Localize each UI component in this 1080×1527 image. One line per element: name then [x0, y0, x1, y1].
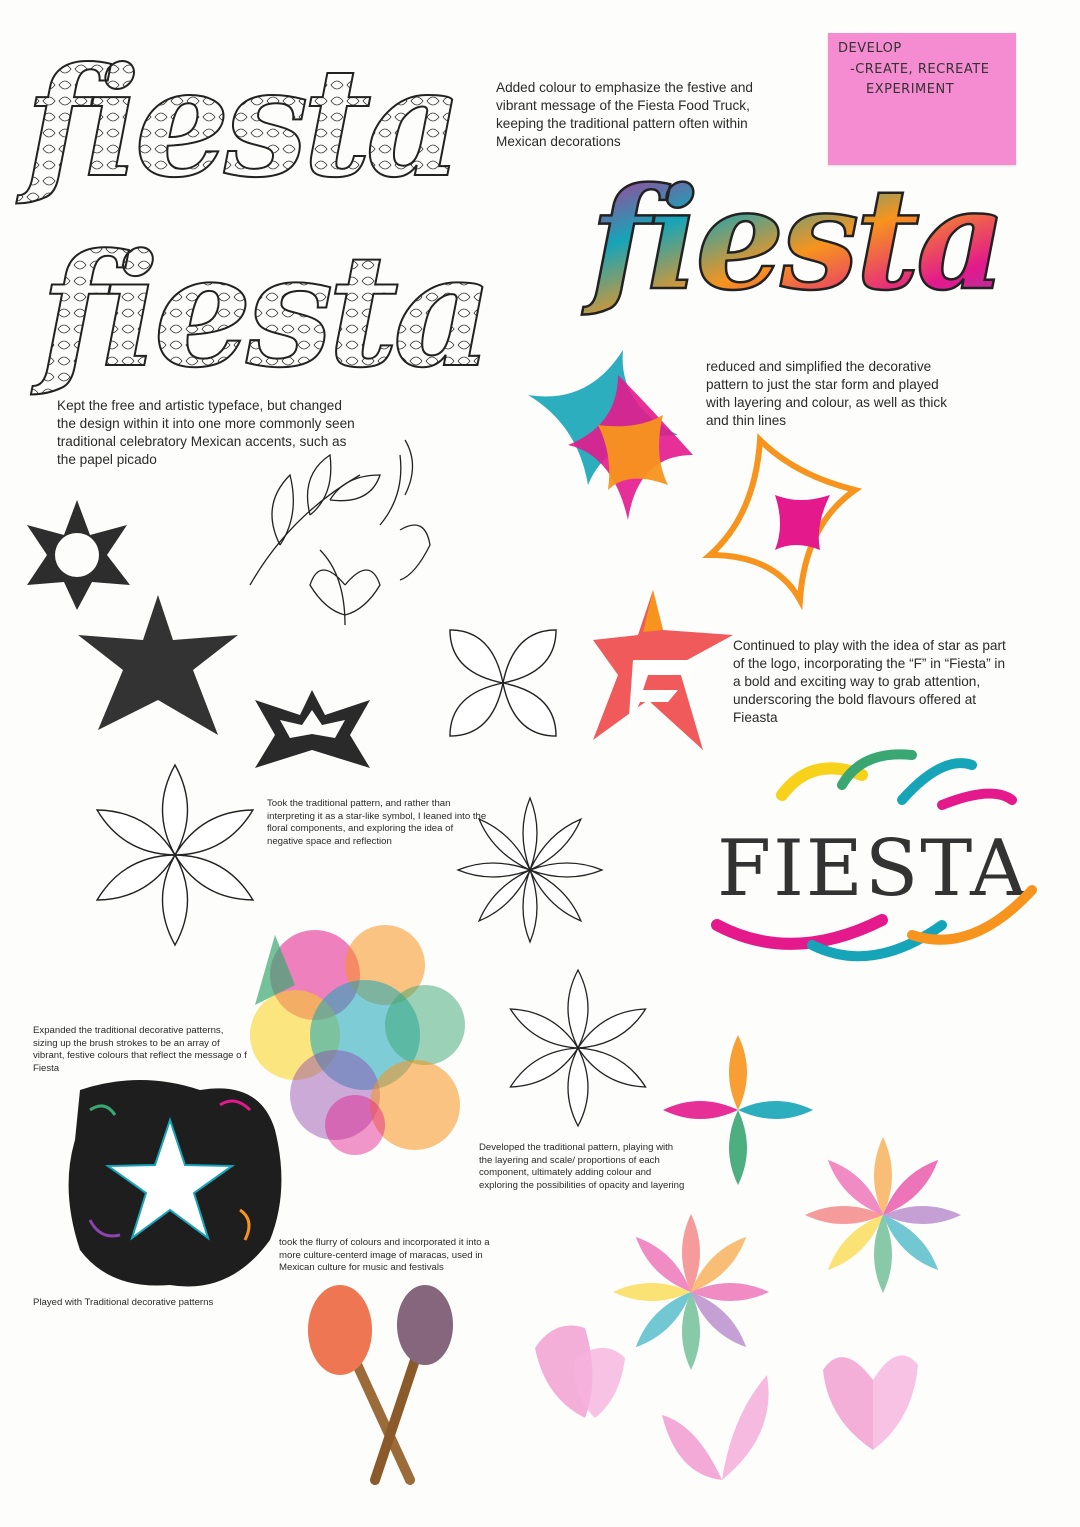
pink-petals-pair-2: [657, 1375, 777, 1485]
wordmark-text: fiesta: [40, 219, 488, 402]
layered-flower-outline: [498, 968, 658, 1128]
sticky-note-line-3: EXPERIMENT: [866, 82, 955, 97]
note-added-colour: Added colour to emphasize the festive and vibrant message of the Fiesta Food Truck, keeping the traditional pattern often within Mexican decorations: [496, 80, 753, 149]
star-outline-colour: [705, 435, 865, 605]
wordmark-text: fiesta: [590, 158, 1003, 322]
large-flower-outline: [90, 760, 260, 950]
note-kept-typeface: Kept the free and artistic typeface, but changed the design within it into one more commonly seen traditional celebratory Mexican accents, such as the papel picado: [57, 398, 355, 467]
coloured-flower-1: [663, 1025, 813, 1175]
note-developed: Developed the traditional pattern, playing with the layering and scale/ proportions of each component, ultimately adding colour and exploring the possibilities of opacity and layering: [479, 1142, 685, 1191]
note-reduced-simplified: reduced and simplified the decorative pattern to just the star form and played with layering and colour, as well as thick and thin lines: [706, 359, 948, 428]
black-star-pattern: [60, 1070, 290, 1295]
four-petal-flower-outline: [428, 608, 578, 758]
fiesta-colour-wordmark: [590, 158, 1040, 322]
black-flower-solid: [78, 595, 238, 735]
sticky-note-line-2: -CREATE, RECREATE: [850, 62, 990, 77]
coloured-flower-2: [803, 1135, 963, 1295]
maracas: [305, 1280, 455, 1490]
fiesta-outline-wordmark-bottom: [40, 219, 530, 402]
pink-petals-pair-3: [818, 1340, 928, 1460]
layered-star-colour: [528, 345, 698, 525]
fiesta-outline-wordmark-top: [25, 35, 505, 211]
floral-sketch-leaves: [230, 435, 460, 635]
black-flower-outline: [22, 500, 132, 610]
fiesta-swirl-logo: [712, 745, 1042, 985]
eight-petal-flower-outline: [455, 795, 605, 945]
note-took-traditional: Took the traditional pattern, and rather than interpreting it as a star-like symbol, I leaned into the floral components, and exploring the idea of negative space and reflection: [267, 798, 487, 847]
note-played: Played with Traditional decorative patterns: [33, 1297, 214, 1308]
wordmark-text: fiesta: [25, 35, 457, 211]
note-continued-star: Continued to play with the idea of star as part of the logo, incorporating the “F” in “Fiesta” in a bold and exciting way to grab attention, underscoring the bold flavours offered at Fieasta: [733, 638, 1006, 725]
coloured-flower-3: [611, 1212, 771, 1372]
f-star-logo: [593, 590, 733, 750]
pink-petals-pair-1: [525, 1318, 635, 1428]
sticky-note: [828, 33, 1016, 165]
sticky-note-line-1: DEVELOP: [838, 41, 902, 56]
note-expanded: Expanded the traditional decorative patterns, sizing up the brush strokes to be an array of vibrant, festive colours that reflect the message o f Fiesta: [33, 1025, 247, 1074]
logo-text: FIESTA: [717, 824, 1029, 914]
note-maracas: took the flurry of colours and incorporated it into a more culture-centerd image of maracas, used in Mexican culture for music and festivals: [279, 1237, 490, 1273]
black-lotus-outline: [250, 690, 375, 770]
